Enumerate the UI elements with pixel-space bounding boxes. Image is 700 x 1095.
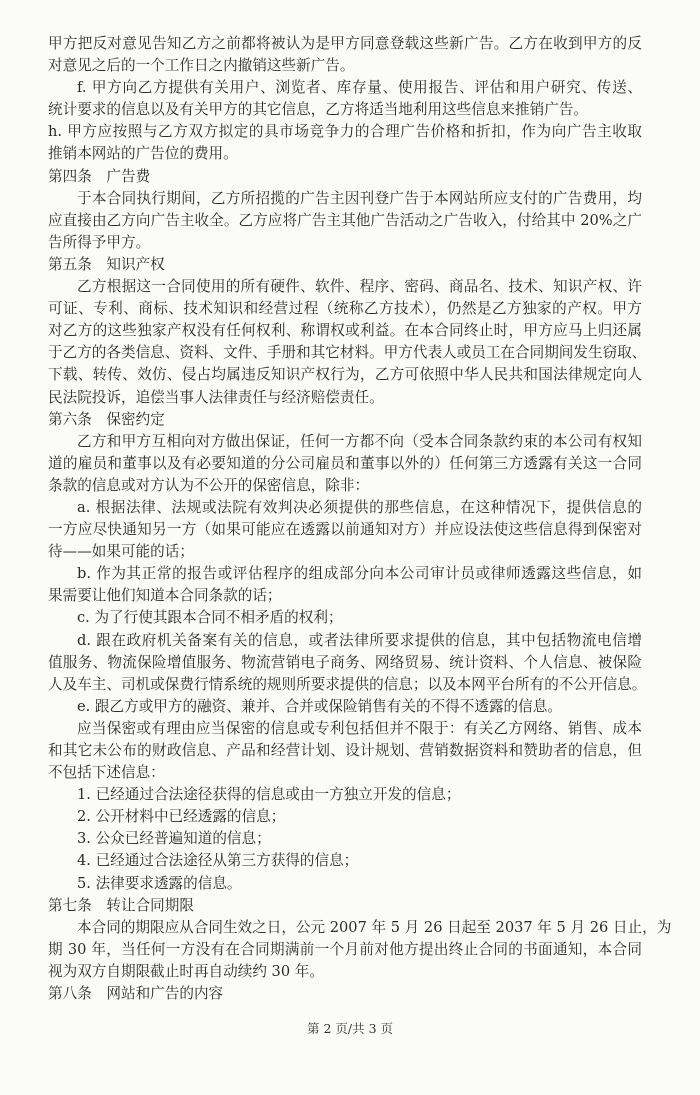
text-line: 对意见之后的一个工作日之内撤销这些新广告。 xyxy=(48,57,355,75)
text-line: 于本合同执行期间，乙方所招揽的广告主因刊登广告于本网站所应支付的广告费用，均 xyxy=(77,189,642,207)
text-line: 期 30 年，当任何一方没有在合同期满前一个月前对他方提出终止合同的书面通知，本合同 xyxy=(48,940,642,958)
text-line: 民法院投诉，追偿当事人法律责任与经济赔偿责任。 xyxy=(48,388,384,406)
text-line: 推销本网站的广告位的费用。 xyxy=(48,145,238,163)
text-line: 可证、专利、商标、技术知识和经营过程（统称乙方技术），仍然是乙方独家的产权。甲方 xyxy=(48,300,642,318)
text-line: f. 甲方向乙方提供有关用户、浏览者、库存量、使用报告、评估和用户研究、传送、 xyxy=(77,79,642,97)
text-line: 条款的信息或对方认为不公开的保密信息，除非： xyxy=(48,476,370,494)
text-line: 乙方根据这一合同使用的所有硬件、软件、程序、密码、商品名、技术、知识产权、许 xyxy=(77,278,642,296)
text-line: b. 作为其正常的报告或评估程序的组成部分向本公司审计员或律师透露这些信息，如 xyxy=(77,565,642,583)
text-line: 应当保密或有理由应当保密的信息或专利包括但并不限于：有关乙方网络、销售、成本 xyxy=(77,719,642,737)
text-line: 人及车主、司机或保费行情系统的规则所要求提供的信息；以及本网平台所有的不公开信息。 xyxy=(48,675,647,693)
text-line: 一方应尽快通知另一方（如果可能应在透露以前通知对方）并应设法使这些信息得到保密对 xyxy=(48,521,642,539)
text-line: 4. 已经通过合法途径从第三方获得的信息； xyxy=(77,852,359,870)
text-line: 果需要让他们知道本合同条款的话； xyxy=(48,587,282,605)
contract-page-body xyxy=(48,33,672,1005)
text-line: 统计要求的信息以及有关甲方的其它信息，乙方将适当地利用这些信息来推销广告。 xyxy=(48,101,588,119)
text-line: 1. 已经通过合法途径获得的信息或由一方独立开发的信息； xyxy=(77,786,461,804)
text-line: 不包括下述信息： xyxy=(48,764,165,782)
text-line: 应直接由乙方向广告主收全。乙方应将广告主其他广告活动之广告收入，付给其中 20%之广 xyxy=(48,211,642,229)
text-line: 于乙方的各类信息、资料、文件、手册和其它材料。甲方代表人或员工在合同期间发生窃取、 xyxy=(48,344,647,362)
text-line: 2. 公开材料中已经透露的信息； xyxy=(77,808,286,826)
text-line: 5. 法律要求透露的信息。 xyxy=(77,874,242,892)
text-line: h. 甲方应按照与乙方双方拟定的具市场竞争力的合理广告价格和折扣，作为向广告主收取 xyxy=(48,123,642,141)
section-heading: 第七条 转让合同期限 xyxy=(48,896,194,914)
page-number: 第 2 页/共 3 页 xyxy=(306,1021,393,1036)
section-heading: 第六条 保密约定 xyxy=(48,410,165,428)
text-line: d. 跟在政府机关备案有关的信息，或者法律所要求提供的信息，其中包括物流电信增 xyxy=(77,631,642,649)
text-line: 3. 公众已经普遍知道的信息； xyxy=(77,830,271,848)
text-line: 对乙方的这些独家产权没有任何权利、称谓权或利益。在本合同终止时，甲方应马上归还属 xyxy=(48,322,642,340)
text-line: 乙方和甲方互相向对方做出保证，任何一方都不向（受本合同条款约束的本公司有权知 xyxy=(77,432,642,450)
text-line: a. 根据法律、法规或法院有效判决必须提供的那些信息，在这种情况下，提供信息的 xyxy=(77,498,642,516)
text-line: 和其它未公布的财政信息、产品和经营计划、设计规划、营销数据资料和赞助者的信息，但 xyxy=(48,742,642,759)
text-line: 道的雇员和董事以及有必要知道的分公司雇员和董事以外的）任何第三方透露有关这一合同 xyxy=(48,454,642,472)
text-line: 本合同的期限应从合同生效之日，公元 2007 年 5 月 26 日起至 2037 年 5 月 26 日止，为 xyxy=(77,918,672,936)
text-line: 下载、转传、效仿、侵占均属违反知识产权行为，乙方可依照中华人民共和国法律规定向人 xyxy=(48,366,642,384)
text-line: 视为双方自期限截止时再自动续约 30 年。 xyxy=(48,962,324,980)
text-line: 告所得予甲方。 xyxy=(48,233,151,251)
text-line: 甲方把反对意见告知乙方之前都将被认为是甲方同意登载这些新广告。乙方在收到甲方的反 xyxy=(48,35,642,52)
text-line: e. 跟乙方或甲方的融资、兼并、合并或保险销售有关的不得不透露的信息。 xyxy=(77,697,562,715)
text-line: 待——如果可能的话； xyxy=(48,543,194,561)
section-heading: 第四条 广告费 xyxy=(48,167,151,185)
text-line: 值服务、物流保险增值服务、物流营销电子商务、网络贸易、统计资料、个人信息、被保险 xyxy=(48,653,642,671)
text-line: c. 为了行使其跟本合同不相矛盾的权利； xyxy=(77,609,343,627)
section-heading: 第八条 网站和广告的内容 xyxy=(48,985,224,1003)
section-heading: 第五条 知识产权 xyxy=(48,255,165,273)
